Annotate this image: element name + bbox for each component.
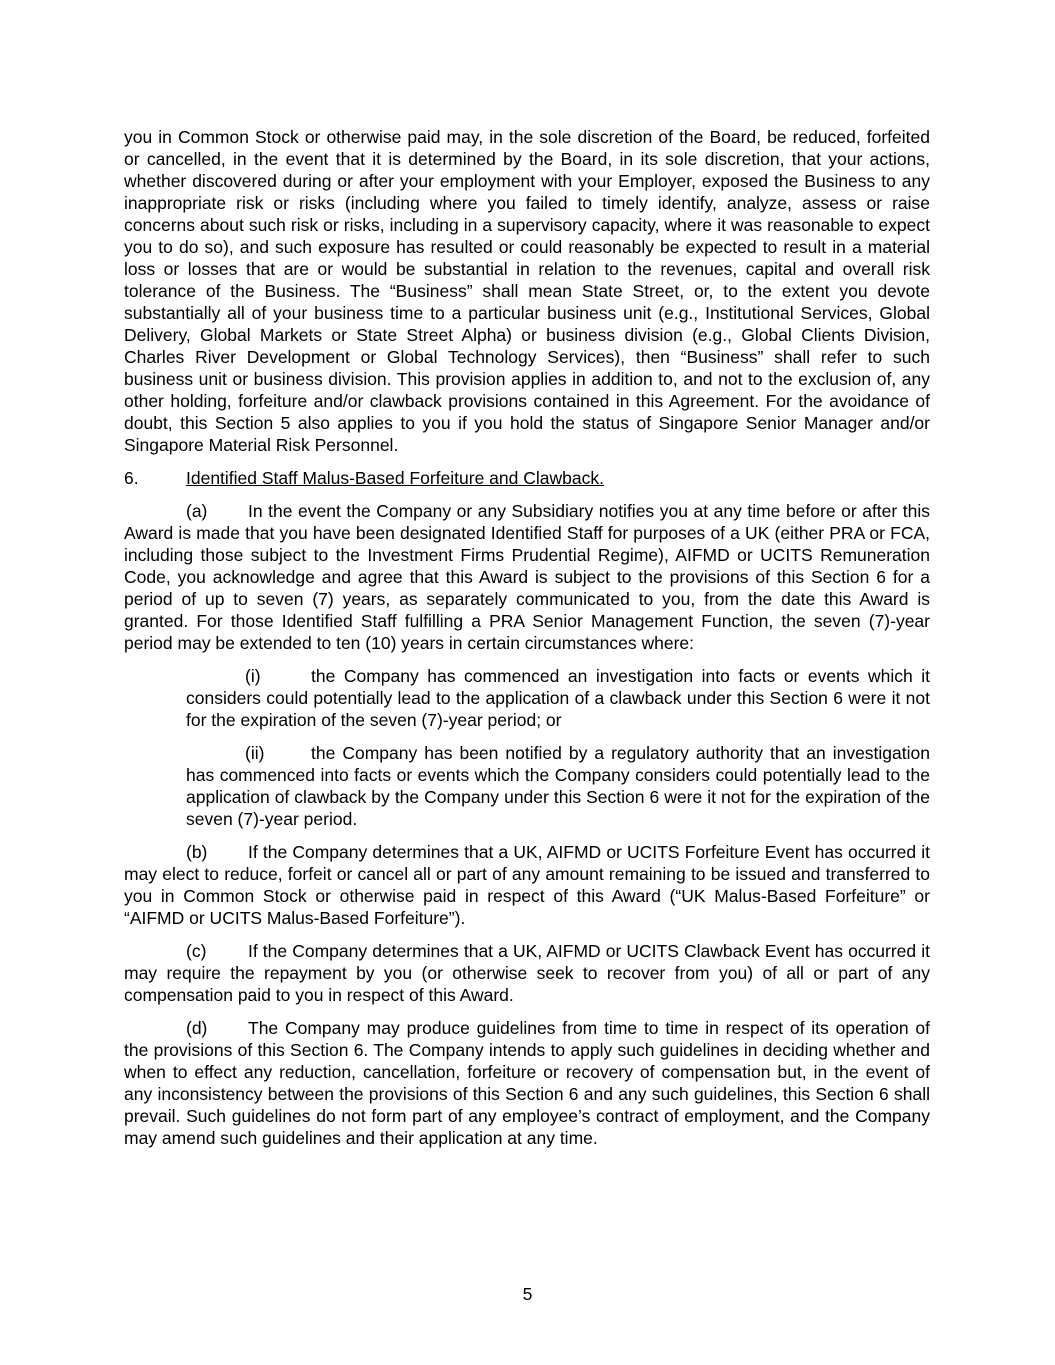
section-6-heading xyxy=(124,467,930,489)
paragraph-c-label: (c) xyxy=(186,941,207,961)
paragraph-d-text: The Company may produce guidelines from time to time in respect of its operation of the provisions of this Section 6. The Company intends to apply such guidelines in deciding whether and when to effect any reduction, cancellation, forfeiture or recovery of compensation but, in the event of any inconsistency between the provisions of this Section 6 and any such guidelines, this Section 6 shall prevail. Such guidelines do not form part of any employee’s contract of employment, and the Company may amend such guidelines and their application at any time. xyxy=(124,1018,930,1148)
subparagraph-i-text: the Company has commenced an investigation into facts or events which it considers could potentially lead to the application of a clawback under this Section 6 were it not for the expiration of the seven (7)-year period; or xyxy=(186,666,930,730)
section-number: 6. xyxy=(124,468,139,488)
subparagraph-ii xyxy=(186,742,930,830)
paragraph-b-label: (b) xyxy=(186,842,208,862)
subparagraph-i xyxy=(186,665,930,731)
page-number: 5 xyxy=(522,1284,533,1304)
paragraph-d xyxy=(124,1017,930,1149)
paragraph-d-label: (d) xyxy=(186,1018,208,1038)
paragraph-a-text: In the event the Company or any Subsidiary notifies you at any time before or after this Award is made that you have been designated Identified Staff for purposes of a UK (either PRA or FCA, including those subject to the Investment Firms Prudential Regime), AIFMD or UCITS Remuneration Code, you acknowledge and agree that this Award is subject to the provisions of this Section 6 for a period of up to seven (7) years, as separately communicated to you, from the date this Award is granted. For those Identified Staff fulfilling a PRA Senior Management Function, the seven (7)-year period may be extended to ten (10) years in certain circumstances where: xyxy=(124,501,930,653)
paragraph-b xyxy=(124,841,930,929)
paragraph-c-text: If the Company determines that a UK, AIFMD or UCITS Clawback Event has occurred it may require the repayment by you (or otherwise seek to recover from you) of all or part of any compensation paid to you in respect of this Award. xyxy=(124,941,930,1005)
section-title: Identified Staff Malus-Based Forfeiture and Clawback. xyxy=(186,468,604,488)
paragraph-continuation: you in Common Stock or otherwise paid may, in the sole discretion of the Board, be reduced, forfeited or cancelled, in the event that it is determined by the Board, in its sole discretion, that your actions, whether discovered during or after your employment with your Employer, exposed the Business to any inappropriate risk or risks (including where you failed to timely identify, analyze, assess or raise concerns about such risk or risks, including in a supervisory capacity, where it was reasonable to expect you to do so), and such exposure has resulted or could reasonably be expected to result in a material loss or losses that are or would be substantial in relation to the revenues, capital and overall risk tolerance of the Business. The “Business” shall mean State Street, or, to the extent you devote substantially all of your business time to a particular business unit (e.g., Institutional Services, Global Delivery, Global Markets or State Street Alpha) or business division (e.g., Global Clients Division, Charles River Development or Global Technology Services), then “Business” shall refer to such business unit or business division. This provision applies in addition to, and not to the exclusion of, any other holding, forfeiture and/or clawback provisions contained in this Agreement. For the avoidance of doubt, this Section 5 also applies to you if you hold the status of Singapore Senior Manager and/or Singapore Material Risk Personnel. xyxy=(124,127,930,455)
paragraph-a-label: (a) xyxy=(186,501,208,521)
paragraph-b-text: If the Company determines that a UK, AIFMD or UCITS Forfeiture Event has occurred it may elect to reduce, forfeit or cancel all or part of any amount remaining to be issued and transferred to you in Common Stock or otherwise paid in respect of this Award (“UK Malus-Based Forfeiture” or “AIFMD or UCITS Malus-Based Forfeiture”). xyxy=(124,842,930,928)
subparagraph-i-label: (i) xyxy=(245,666,261,686)
paragraph-c xyxy=(124,940,930,1006)
paragraph-a xyxy=(124,500,930,654)
subparagraph-ii-label: (ii) xyxy=(245,743,265,763)
subparagraph-ii-text: the Company has been notified by a regulatory authority that an investigation has commenced into facts or events which the Company considers could potentially lead to the application of clawback by the Company under this Section 6 were it not for the expiration of the seven (7)-year period. xyxy=(186,743,930,829)
